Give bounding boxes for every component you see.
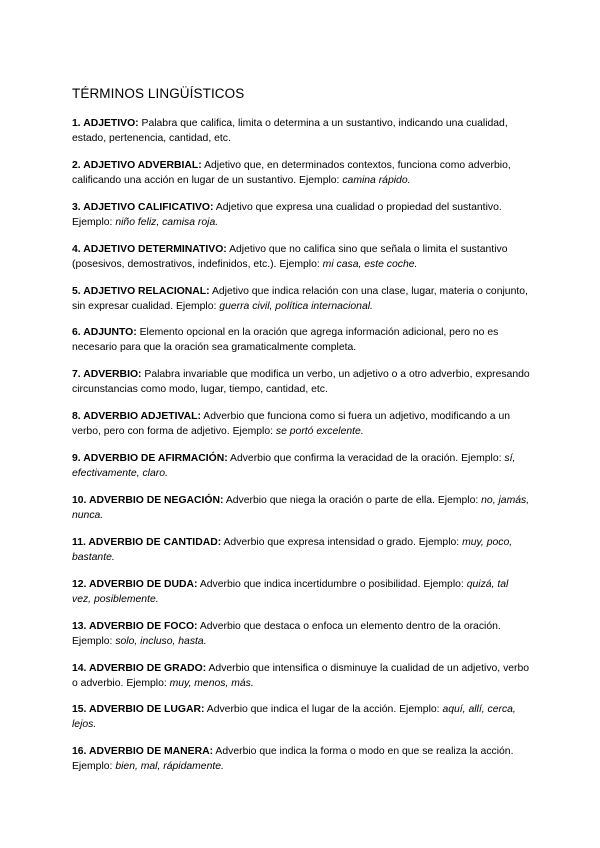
entry-term-label: ADJETIVO CALIFICATIVO: <box>83 201 214 213</box>
entry-example: muy, menos, más. <box>169 677 254 689</box>
entry-term <box>72 244 227 255</box>
entry-example-label: Ejemplo: <box>461 453 502 465</box>
entry-number: 14. <box>72 662 87 674</box>
glossary-entry <box>72 200 530 230</box>
entry-example: niño feliz, camisa roja. <box>115 216 219 228</box>
entry-term-label: ADJETIVO DETERMINATIVO: <box>83 243 227 255</box>
glossary-entry <box>72 158 530 188</box>
glossary-entry <box>72 535 530 565</box>
entry-example: guerra civil, política internacional. <box>219 300 373 312</box>
entry-number: 1. <box>72 118 81 129</box>
glossary-entry <box>72 325 530 355</box>
entry-number: 9. <box>72 453 81 465</box>
entry-term <box>72 286 210 297</box>
glossary-entry <box>72 367 530 397</box>
entry-term <box>72 495 223 506</box>
entry-term <box>72 160 202 171</box>
entry-number: 16. <box>72 746 87 758</box>
entry-number: 3. <box>72 201 81 213</box>
entry-term <box>72 453 228 464</box>
glossary-entry <box>72 577 530 607</box>
glossary-entry <box>72 702 530 732</box>
entry-number: 8. <box>72 411 81 423</box>
glossary-list <box>72 116 530 786</box>
glossary-entry <box>72 661 530 691</box>
glossary-entry <box>72 116 530 146</box>
entry-term-label: ADVERBIO DE FOCO: <box>88 620 198 632</box>
entry-example-label: Ejemplo: <box>72 761 113 773</box>
entry-number: 6. <box>72 327 81 339</box>
entry-number: 13. <box>72 620 87 632</box>
glossary-entry <box>72 619 530 649</box>
entry-term <box>72 327 137 338</box>
entry-example-label: Ejemplo: <box>418 536 460 548</box>
entry-example-label: Ejemplo: <box>279 258 320 270</box>
entry-example: quizá, tal vez, posiblemente. <box>72 578 509 605</box>
entry-term-label: ADJETIVO: <box>83 118 139 129</box>
entry-term-label: ADJETIVO ADVERBIAL: <box>83 159 202 171</box>
entry-term-label: ADVERBIO DE MANERA: <box>88 746 214 758</box>
entry-example-label: Ejemplo: <box>72 635 113 647</box>
entry-number: 11. <box>72 536 86 548</box>
glossary-entry <box>72 409 530 439</box>
entry-term-label: ADVERBIO DE DUDA: <box>88 578 198 590</box>
entry-definition: Adjetivo que indica relación con una clase, lugar, materia o conjunto, sin expresar cualidad. <box>72 285 528 312</box>
entry-term-label: ADVERBIO DE LUGAR: <box>88 704 205 716</box>
entry-example: no, jamás, nunca. <box>72 495 530 522</box>
entry-definition: Adjetivo que, en determinados contextos, funciona como adverbio, calificando una acción en lugar de un sustantivo. <box>72 159 511 186</box>
entry-example-label: Ejemplo: <box>72 216 113 228</box>
glossary-entry <box>72 744 530 774</box>
glossary-entry <box>72 242 530 272</box>
entry-term <box>72 746 213 757</box>
entry-number: 4. <box>72 243 81 255</box>
entry-example: muy, poco, bastante. <box>72 536 513 563</box>
entry-definition: Adverbio que confirma la veracidad de la oración. <box>230 453 459 465</box>
entry-example-label: Ejemplo: <box>126 677 167 689</box>
entry-term-label: ADVERBIO DE AFIRMACIÓN: <box>83 453 228 465</box>
entry-term <box>72 704 204 715</box>
entry-example-label: Ejemplo: <box>299 174 340 186</box>
entry-term-label: ADVERBIO DE NEGACIÓN: <box>88 495 224 507</box>
entry-example: sí, efectivamente, claro. <box>72 453 516 480</box>
entry-term-label: ADJETIVO RELACIONAL: <box>83 285 210 297</box>
entry-term-label: ADVERBIO DE GRADO: <box>88 662 207 674</box>
entry-number: 5. <box>72 285 81 297</box>
entry-definition: Adverbio que destaca o enfoca un elemento dentro de la oración. <box>199 620 501 632</box>
entry-term <box>72 663 206 674</box>
entry-definition: Palabra que califica, limita o determina a un sustantivo, indicando una cualidad, estado, pertenencia, cantidad, etc. <box>72 118 508 144</box>
entry-example-label: Ejemplo: <box>437 495 479 507</box>
entry-number: 10. <box>72 495 87 507</box>
entry-definition: Adverbio que niega la oración o parte de ella. <box>225 495 435 507</box>
entry-example-label: Ejemplo: <box>399 704 440 716</box>
entry-number: 12. <box>72 578 87 590</box>
document-title: TÉRMINOS LINGÜÍSTICOS <box>72 86 245 101</box>
entry-example: mi casa, este coche. <box>322 258 418 270</box>
entry-definition: Palabra invariable que modifica un verbo, un adjetivo o a otro adverbio, expresando circunstancias como modo, lugar, tiempo, cantidad, etc. <box>72 369 530 396</box>
entry-term <box>72 621 198 632</box>
entry-example: solo, incluso, hasta. <box>115 635 207 647</box>
entry-definition: Elemento opcional en la oración que agrega información adicional, pero no es necesario para que la oración sea gramaticalmente completa. <box>72 327 499 354</box>
entry-term-label: ADJUNTO: <box>83 327 137 339</box>
entry-definition: Adverbio que indica la forma o modo en que se realiza la acción. <box>215 746 514 758</box>
entry-number: 7. <box>72 369 81 381</box>
entry-definition: Adverbio que intensifica o disminuye la cualidad de un adjetivo, verbo o adverbio. <box>72 662 530 689</box>
entry-term <box>72 202 213 213</box>
entry-term <box>72 369 142 380</box>
entry-example-label: Ejemplo: <box>423 578 464 590</box>
entry-term-label: ADVERBIO DE CANTIDAD: <box>88 536 222 548</box>
entry-number: 15. <box>72 704 87 716</box>
entry-number: 2. <box>72 159 81 171</box>
entry-definition: Adverbio que indica incertidumbre o posibilidad. <box>199 578 421 590</box>
entry-example: se portó excelente. <box>275 426 364 438</box>
entry-definition: Adjetivo que expresa una cualidad o propiedad del sustantivo. <box>215 201 502 213</box>
entry-term <box>72 118 139 129</box>
entry-example: aquí, allí, cerca, lejos. <box>72 704 516 731</box>
entry-example-label: Ejemplo: <box>175 300 217 312</box>
entry-term <box>72 411 201 422</box>
entry-definition: Adverbio que expresa intensidad o grado. <box>223 536 416 548</box>
glossary-entry <box>72 284 530 314</box>
entry-term <box>72 579 198 590</box>
entry-definition: Adjetivo que no califica sino que señala o limita el sustantivo (posesivos, demostrativos, indefinidos, etc.). <box>72 243 508 270</box>
entry-example-label: Ejemplo: <box>232 426 274 438</box>
glossary-entry <box>72 493 530 523</box>
entry-definition: Adverbio que funciona como si fuera un adjetivo, modificando a un verbo, pero con forma de adjetivo. <box>72 411 511 438</box>
entry-term-label: ADVERBIO ADJETIVAL: <box>83 411 201 423</box>
entry-definition: Adverbio que indica el lugar de la acción. <box>206 704 397 716</box>
entry-example: camina rápido. <box>342 174 411 186</box>
entry-term-label: ADVERBIO: <box>83 369 142 381</box>
entry-term <box>72 537 221 548</box>
entry-example: bien, mal, rápidamente. <box>115 761 224 773</box>
glossary-entry <box>72 451 530 481</box>
